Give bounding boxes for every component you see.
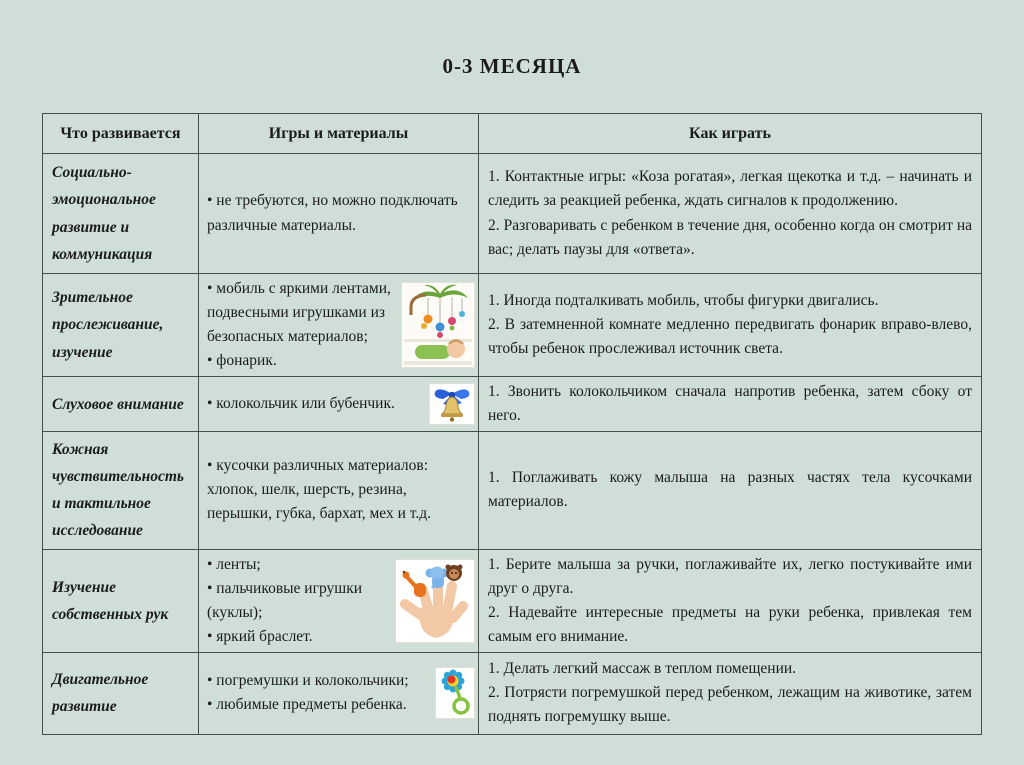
develops-cell: Социально-эмоциональное развитие и коммуникация	[43, 154, 199, 274]
how-cell	[479, 549, 982, 652]
materials-cell	[199, 154, 479, 274]
table-row	[43, 652, 982, 734]
how-list	[488, 466, 972, 514]
how-item: 1. Поглаживать кожу малыша на разных частях тела кусочками материалов.	[488, 469, 972, 511]
table-row	[43, 154, 982, 274]
how-item: 1. Делать легкий массаж в теплом помещении.	[488, 660, 797, 678]
develops-cell: Изучение собственных рук	[43, 549, 199, 652]
table-row	[43, 274, 982, 377]
material-item: • не требуются, но можно подключать различные материалы.	[207, 192, 458, 234]
material-item: • пальчиковые игрушки (куклы);	[207, 579, 363, 621]
table-row	[43, 377, 982, 432]
develops-cell: Слуховое внимание	[43, 377, 199, 432]
how-item: 1. Контактные игры: «Коза рогатая», легкая щекотка и т.д. – начинать и следить за реакцией ребенка, ждать сигналов к продолжению.	[488, 168, 972, 210]
how-list	[488, 289, 972, 361]
material-item: • ленты;	[207, 555, 261, 573]
how-item: 1. Иногда подталкивать мобиль, чтобы фигурки двигались.	[488, 292, 879, 309]
how-cell	[479, 154, 982, 274]
how-list	[488, 553, 972, 649]
materials-cell	[199, 549, 479, 652]
how-cell	[479, 432, 982, 550]
development-table	[42, 113, 982, 735]
material-item: • погремушки и колокольчики;	[207, 672, 409, 690]
materials-list	[207, 277, 399, 373]
materials-cell	[199, 652, 479, 734]
develops-cell: Двигательное развитие	[43, 652, 199, 734]
develops-cell: Зрительное прослеживание, изучение	[43, 274, 199, 377]
materials-list	[207, 669, 433, 717]
material-item: • кусочки различных материалов: хлопок, шелк, шерсть, резина, перышки, губка, бархат, мех и т.д.	[207, 457, 431, 523]
rattle-illustration	[436, 668, 474, 718]
baby-mobile-illustration	[402, 283, 474, 367]
how-list	[488, 380, 972, 428]
how-item: 2. Разговаривать с ребенком в течение дня, особенно когда он смотрит на вас; делать паузы для «ответа».	[488, 216, 972, 258]
bell-illustration	[430, 384, 474, 424]
materials-cell	[199, 432, 479, 550]
how-cell	[479, 652, 982, 734]
header-row	[43, 114, 982, 154]
develops-cell: Кожная чувствительность и тактильное исследование	[43, 432, 199, 550]
material-item: • любимые предметы ребенка.	[207, 696, 407, 714]
how-cell	[479, 377, 982, 432]
material-item: • яркий браслет.	[207, 627, 313, 645]
table-row	[43, 549, 982, 652]
material-item: • колокольчик или бубенчик.	[207, 395, 395, 413]
baby-mobile-photo	[401, 282, 475, 368]
materials-cell	[199, 377, 479, 432]
materials-list	[207, 189, 475, 237]
finger-puppets-photo	[395, 559, 475, 643]
how-item: 2. Надевайте интересные предметы на руки ребенка, привлекая тем самым его внимание.	[488, 603, 972, 645]
finger-puppets-illustration	[396, 560, 474, 642]
header-how: Как играть	[479, 114, 982, 154]
how-item: 1. Звонить колокольчиком сначала напротив ребенка, затем сбоку от него.	[488, 383, 972, 425]
header-materials: Игры и материалы	[199, 114, 479, 154]
table-row	[43, 432, 982, 550]
materials-list	[207, 392, 427, 416]
page-title: 0-3 МЕСЯЦА	[442, 54, 582, 78]
materials-cell	[199, 274, 479, 377]
how-cell	[479, 274, 982, 377]
how-list	[488, 165, 972, 261]
rattle-photo	[435, 667, 475, 719]
bell-photo	[429, 383, 475, 425]
header-develops: Что развивается	[43, 114, 199, 154]
how-item: 1. Берите малыша за ручки, поглаживайте их, легко постукивайте ими друг о друга.	[488, 555, 972, 597]
materials-list	[207, 454, 475, 526]
how-item: 2. В затемненной комнате медленно передвигать фонарик вправо-влево, чтобы ребенок прослеживал источник света.	[488, 316, 972, 358]
how-list	[488, 657, 972, 729]
material-item: • фонарик.	[207, 352, 277, 370]
materials-list	[207, 553, 393, 649]
how-item: 2. Потрясти погремушкой перед ребенком, лежащим на животике, затем поднять погремушку выше.	[488, 684, 972, 726]
material-item: • мобиль с яркими лентами, подвесными игрушками из безопасных материалов;	[207, 280, 391, 346]
